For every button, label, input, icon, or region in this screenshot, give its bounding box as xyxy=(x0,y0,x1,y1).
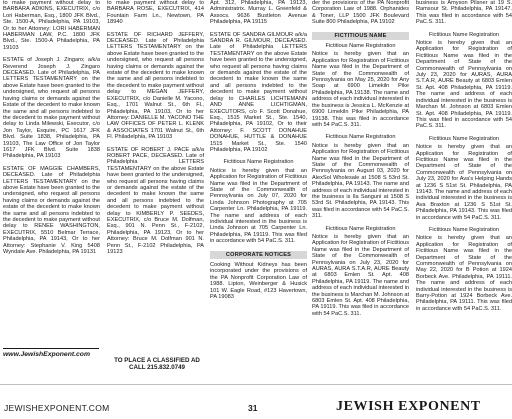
section-subheading: Fictitious Name Registration xyxy=(325,43,396,50)
classified-ad-callout: TO PLACE A CLASSIFIED AD CALL 215.832.0749 xyxy=(107,357,207,371)
fictitious-name-notice: Notice is hereby given that an Application for Registration of Fictitious Name was filed in the Department of State of the Commonwealth of Pennsylvania on August 03, 2020 for AlexSol Wholesale at 1508 S 53rd St. Philadelphia, PA 19143. The name and address of each individual interested in the business is Ila Sanguni at 1508 S 53rd St. Philadelphia, PA 19143. This was filed in accordance with 54 PaC.S. 311. xyxy=(312,142,409,220)
section-heading-corporate-notices: CORPORATE NOTICES xyxy=(210,251,307,259)
estate-notice: ESTATE of Joseph J. Zingaro; a/k/a Reverend Joseph J. Zingaro DECEASED. Late of Philadelphia, PA LETTERS TESTAMENTARY on the above Estate have been granted to the undersigned, who request all persons having claims or demands against the Estate of the decedent to make known the same and all persons indebted to the decedent to make payment without delay to Linda Milewski, Executor, c/o Jon Taylor, Esquire, PC 1617 JFK Blvd. Suite 1838, Philadelphia, PA 19103, The Law Office of Jon Taylor 1617 JFK Blvd. Suite 1838 Philadelphia, PA 19103 xyxy=(3,57,100,160)
masthead-logo: JEWISH EXPONENT xyxy=(336,399,481,414)
corporate-notice: der the provisions of the PA Nonprofit Corporation Law of 1988. Orphanides & Toner, LLP 1500 JFK Boulevard Suite 800 Philadelphia, PA 19102 xyxy=(312,0,409,26)
fictitious-name-notice: Notice is hereby given that an Application for Registration of Fictitious Name was filed in the Department of State of the Commonwealth of Pennsylvania on May 25, 2020 for Any Soap at 6900 Limekiln Pike Philadelphia, PA 19138. The name and address of each individual interested in the business is Jessica L. McKenzie at 6900 Limekiln Pike Philadelphia, PA 19138. This was filed in accordance with 54 PaC.S. 311. xyxy=(312,51,409,128)
website-link[interactable]: www.JewishExponent.com xyxy=(3,348,99,358)
legal-column-2 xyxy=(107,0,204,380)
legal-column-4 xyxy=(312,0,409,380)
fictitious-name-notice: Notice is hereby given that an Application for Registration of Fictitious Name was filed in the Department of State of the Commonwealth of Pennsylvania on July 23, 2020 for Ava's Helping Hands at 1236 S 51st St. Philadelphia, PA 19143. The name and address of each individual interested in the business is Ava Braxton at 1236 S 51st St. Philadelphia, PA 19143. This was filed in accordance with 54 PaC.S. 311. xyxy=(416,144,512,221)
corporate-notice: Cooking Without Kidneys has been incorporated under the provisions of the PA Nonprofit Corporation Law of 1988. Lipton, Weinberger & Husick 101 W. Eagle Road, #123 Havertown, PA 19083 xyxy=(210,262,307,301)
fictitious-name-notice: Notice is hereby given that an Application for Registration of Fictitious Name was filed in the Department of State of the Commonwealth of Pennsylvania on July 23, 2020 for AURAS, AURA S.T.A.R, AURE Beauty at 6803 Emlen St. Apt. 408 Philadelphia, PA 19119. The name and address of each individual interested in the business is Marchan M. Johnson at 6803 Emlen St. Apt. 408 Philadelphia, PA 19119. This was filed in accordance with 54 PaC.S. 311. xyxy=(312,234,409,317)
legal-column-5 xyxy=(416,0,512,380)
section-subheading: Fictitious Name Registration xyxy=(429,227,499,233)
footer-website: JEWISHEXPONENT.COM xyxy=(4,403,110,413)
section-subheading: Fictitious Name Registration xyxy=(325,225,396,232)
page-number: 31 xyxy=(248,403,258,413)
legal-column-1 xyxy=(3,0,100,380)
section-subheading: Fictitious Name Registration xyxy=(429,31,499,38)
section-subheading: Fictitious Name Registration xyxy=(223,159,294,166)
fictitious-name-notice: Notice is hereby given that an Application for Registration of Fictitious Name was filed in the Department of State of the Commonwealth of Pennsylvania on May 22, 2020 for B Potion at 1924 Borbeck Ave. Philadelphia, PA 19111. The name and address of each individual interested in the business is Barry-Potion at 1924 Borbeck Ave. Philadelphia, PA 19111. This was filed in accordance with 54 PaC.S. 311. xyxy=(416,235,512,312)
legal-column-3 xyxy=(210,0,307,380)
section-subheading: Fictitious Name Registration xyxy=(325,134,396,141)
fictitious-name-notice: Notice is hereby given that an Application for Registration of Fictitious Name was filed in the Department of State of the Commonwealth of Pennsylvania on July 07, 2020 for Linda Johnson Photography at 705 Carpenter Ln. Philadelphia, PA 19119. The name and address of each individual interested in the business is Linda Johnson at 705 Carpenter Ln. Philadelphia, PA 19119. This was filed in accordance with 54 PaC.S. 311. xyxy=(210,167,307,245)
estate-notice: to make payment without delay to BARBARA ROSE, EXECUTRIX, 414 Fountain Farm Ln., Newtown, PA 18940 xyxy=(107,0,204,26)
section-subheading: Fictitious Name Registration xyxy=(429,135,499,142)
estate-notice: ESTATE OF MAGGIE CHAMBERS, DECEASED. Late of Philadelphia LETTERS TESTAMENTARY on the above Estate have been granted to the undersigned, who request all persons having claims or demands against the estate of the decedent to make known the same and all persons indebted to the decedent to make payment without delay to RENEE WASHINGTON, EXECUTRIX, 5510 Belmar Terrace, Philadelphia, PA 19143, Or to her Attorney: Stephanie V. King 5408 Wyndale Ave. Philadelphia, PA 19131 xyxy=(3,165,100,256)
estate-notice: ESTATE OF ROBERT J. PACE a/k/a ROBERT PACE, DECEASED. Late of Philadelphia LETTERS TESTAMENTARY on the above Estate have been granted to the undersigned, who request all persons having claims or demands against the estate of the decedent to make known the same and all persons indebted to the decedent to make payment without delay to KIMBERLY P. SEEDES, EXECUTRIX, c/o Bruce M. Dolfman, Esq., 901 N. Penn St., F-2102, Philadelphia, PA 19123, Or to her Attorney: Bruce M. Dolfman 901 N. Penn St., F-2102 Philadelphia, PA 19123 xyxy=(107,146,204,256)
estate-notice: ESTATE OF RICHARD JEFFERY, DECEASED. Late of Philadelphia LETTERS TESTAMENTARY on the above Estate have been granted to the undersigned, who request all persons having claims or demands against the estate of the decedent to make known the same and all persons indebted to the decedent to make payment without delay to MEGAN JEFFERY, EXECUTRIX, c/o Danielle M. Yacono, Esq., 1701 Walnut St., 6th Fl., Philadelphia, PA 19103, Or to her Attorney: DANIELLE M. YACONO THE LAW OFFICES OF PETER L. KLENK & ASSOCIATES 1701 Walnut St., 6th Fl. Philadelphia, PA 19103 xyxy=(107,31,204,141)
page-footer xyxy=(0,384,512,419)
estate-notice: ESTATE OF SANDRA GILMOUR a/k/a SANDRA R. GILMOUR, DECEASED. Late of Philadelphia LETTERS TESTAMENTARY on the above Estate have been granted to the undersigned, who request all persons having claims or demands against the estate of the decedent to make known the same and all persons indebted to the decedent to make payment without delay to CHARLES LICHTEMANN AND ANNE LICHTIGMAN, EXECUTORS, c/o F. Scott Donahue, Esq., 1515 Market St., Ste. 1540, Philadelphia, PA 19102, Or to their Attorney: F. SCOTT DONAHUE DONAHUE, HUTTLE & DONAHUE 1515 Market St., Ste. 1540 Philadelphia, PA 19102 xyxy=(210,31,307,153)
fictitious-name-notice: business is Amyson Pilsner at 19 S. Ramsour St. Philadelphia, PA 19147. This was filed in accordance with 54 PaC.S. 311. xyxy=(416,0,512,26)
estate-notice: Apt. 312, Philadelphia, PA 19123, Administratrix. Murray L. Greenfeld & Assocs. 9636 Bustleton Avenue Philadelphia, PA 19115 xyxy=(210,0,307,26)
fictitious-name-notice: Notice is hereby given that an Application for Registration of Fictitious Name was filed in the Department of State of the Commonwealth of Pennsylvania on July 23, 2020 for AURAS, AURA S.T.A.R, AURE Beauty at 6803 Emlen St. Apt. 408 Philadelphia, PA 19119. The name and address of each individual interested in the business is Marchan M. Johnson at 6803 Emlen St. Apt. 408 Philadelphia, PA 19119. This was filed in accordance with 54 PaC.S. 311. xyxy=(416,40,512,130)
estate-notice: to make payment without delay to BARBARA ADKINS, EXECUTRIX, c/o Lori Haberman, Esq., 1800 JFK Blvd., Ste. 1500-A, Philadelphia, PA 19103, Or to her Attorney: LORI HABERMAN HABERMAN LAW, P.C. 1800 JFK Blvd., Ste. 1500-A Philadelphia, PA 19103 xyxy=(3,0,100,51)
section-heading-fictitious-name: FICTITIOUS NAME xyxy=(312,32,409,40)
